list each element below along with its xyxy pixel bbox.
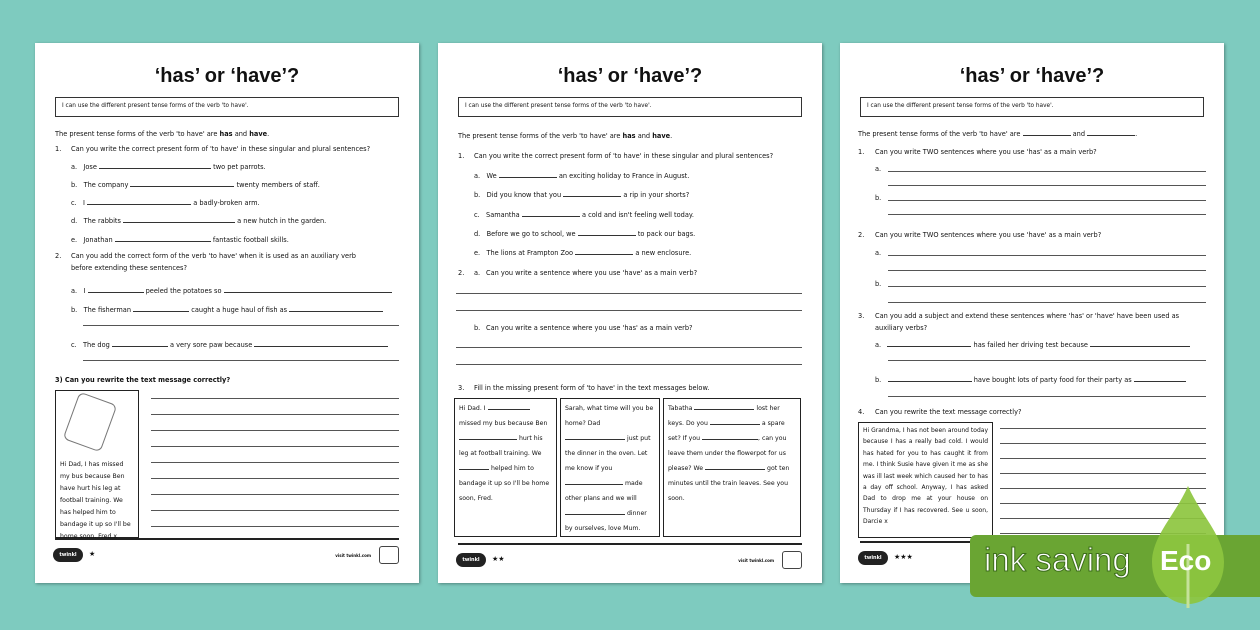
footer-rule xyxy=(55,538,399,540)
q-letter: b. xyxy=(875,194,882,202)
answer-line[interactable] xyxy=(888,360,1206,361)
question-2a: Can you write a sentence where you use 'have' as a main verb? xyxy=(486,269,698,277)
q1-item[interactable]: a. Jose two pet parrots. xyxy=(71,163,266,171)
q1-item[interactable]: b. Did you know that you a rip in your shorts? xyxy=(474,191,690,199)
difficulty-stars: ★ xyxy=(89,550,96,558)
answer-line[interactable] xyxy=(151,446,399,447)
answer-line[interactable] xyxy=(888,185,1206,186)
checked-stamp-icon xyxy=(782,551,802,569)
q2-item-a[interactable]: a. I peeled the potatoes so xyxy=(71,286,392,296)
q1-item[interactable]: a. We an exciting holiday to France in August. xyxy=(474,172,690,180)
q3-item-a[interactable]: a. has failed her driving test because xyxy=(875,340,1190,350)
answer-line[interactable] xyxy=(888,396,1206,397)
answer-line[interactable] xyxy=(83,360,399,361)
answer-line[interactable] xyxy=(888,200,1206,201)
message-box-2[interactable]: Sarah, what time will you be home? Dad just put the dinner in the oven. Let me know if you made other plans and we will dinner by ourselves, love Mum. xyxy=(560,398,660,537)
q1-item[interactable]: e. Jonathan fantastic football skills. xyxy=(71,236,289,244)
answer-line[interactable] xyxy=(888,270,1206,271)
answer-line[interactable] xyxy=(456,310,802,311)
worksheet-page-1 xyxy=(35,43,419,583)
worksheet-page-2 xyxy=(438,43,822,583)
answer-line[interactable] xyxy=(1000,458,1206,459)
answer-line[interactable] xyxy=(151,526,399,527)
q1-item[interactable]: d. The rabbits a new hutch in the garden. xyxy=(71,217,327,225)
question-1: Can you write the correct present form of 'to have' in these singular and plural sentences? xyxy=(474,152,774,160)
ink-saving-label: ink saving xyxy=(984,541,1131,578)
answer-line[interactable] xyxy=(888,302,1206,303)
difficulty-stars: ★★ xyxy=(492,555,505,563)
q3-item-b[interactable]: b. have bought lots of party food for their party as xyxy=(875,375,1186,385)
answer-line[interactable] xyxy=(151,510,399,511)
q-number: 2. xyxy=(55,252,62,260)
q2-item-c[interactable]: c. The dog a very sore paw because xyxy=(71,340,388,350)
question-4: Can you rewrite the text message correctly? xyxy=(875,408,1022,416)
difficulty-stars: ★★★ xyxy=(894,553,913,561)
phone-icon xyxy=(63,392,118,453)
q1-item[interactable]: e. The lions at Frampton Zoo a new enclosure. xyxy=(474,249,692,257)
twinkl-logo: twinkl xyxy=(858,551,888,565)
answer-line[interactable] xyxy=(456,293,802,294)
question-2: Can you write TWO sentences where you use 'have' as a main verb? xyxy=(875,231,1102,239)
answer-line[interactable] xyxy=(1000,473,1206,474)
learning-objective: I can use the different present tense forms of the verb 'to have'. xyxy=(860,97,1204,117)
q-letter: b. xyxy=(875,280,882,288)
question-3: Can you add a subject and extend these sentences where 'has' or 'have' have been used as xyxy=(875,312,1180,320)
visit-link: visit twinkl.com xyxy=(738,558,774,563)
q-number: 3. xyxy=(858,312,865,320)
answer-line[interactable] xyxy=(151,478,399,479)
answer-line[interactable] xyxy=(151,414,399,415)
q-number: 4. xyxy=(858,408,865,416)
footer-rule xyxy=(458,543,802,545)
q-number: 2. xyxy=(858,231,865,239)
answer-line[interactable] xyxy=(1000,428,1206,429)
question-2b: Can you write a sentence where you use 'has' as a main verb? xyxy=(486,324,693,332)
twinkl-logo: twinkl xyxy=(53,548,83,562)
page-title: ‘has’ or ‘have’? xyxy=(959,65,1105,87)
q-letter: b. xyxy=(474,324,481,332)
answer-line[interactable] xyxy=(151,462,399,463)
q-letter: a. xyxy=(474,269,481,277)
question-2: Can you add the correct form of the verb 'to have' when it is used as an auxiliary verb xyxy=(71,252,356,260)
q-letter: a. xyxy=(875,165,882,173)
answer-line[interactable] xyxy=(456,347,802,348)
answer-line[interactable] xyxy=(83,325,399,326)
q1-item[interactable]: c. Samantha a cold and isn't feeling well today. xyxy=(474,211,694,219)
answer-line[interactable] xyxy=(151,430,399,431)
q-number: 1. xyxy=(55,145,62,153)
page-title: ‘has’ or ‘have’? xyxy=(154,65,300,87)
answer-line[interactable] xyxy=(888,255,1206,256)
twinkl-logo: twinkl xyxy=(456,553,486,567)
answer-line[interactable] xyxy=(1000,443,1206,444)
q-letter: a. xyxy=(875,249,882,257)
message-text: Hi Grandma, I has not been around today because I has a really bad cold. I would has hated for you to has caught it from me. I think Susie have given it me as she was ill last week which caused her to has a day off school. Anyway, I has asked Dad to drop me at your house on Thursday if I has recovered. See u soon, Darcie x xyxy=(863,427,988,526)
answer-line[interactable] xyxy=(151,398,399,399)
learning-objective: I can use the different present tense forms of the verb 'to have'. xyxy=(55,97,399,117)
question-3-cont: auxiliary verbs? xyxy=(875,324,928,332)
message-box-1[interactable]: Hi Dad. I missed my bus because Ben hurt his leg at football training. We helped him to bandage it up so I'll be home soon, Fred. xyxy=(454,398,557,537)
answer-line[interactable] xyxy=(456,364,802,365)
answer-line[interactable] xyxy=(888,171,1206,172)
message-box-3[interactable]: Tabatha lost her keys. Do you a spare set? If you , can you leave them under the flowerpot for us please? We got ten minutes until the train leaves. See you soon. xyxy=(663,398,801,537)
learning-objective: I can use the different present tense forms of the verb 'to have'. xyxy=(458,97,802,117)
visit-link: visit twinkl.com xyxy=(335,553,371,558)
question-3: Fill in the missing present form of 'to have' in the text messages below. xyxy=(474,384,710,392)
q-number: 1. xyxy=(858,148,865,156)
intro: The present tense forms of the verb 'to have' are has and have. xyxy=(458,132,673,140)
answer-line[interactable] xyxy=(151,494,399,495)
q1-item[interactable]: d. Before we go to school, we to pack our bags. xyxy=(474,230,696,238)
intro[interactable]: The present tense forms of the verb 'to have' are and . xyxy=(858,130,1138,138)
question-3: 3) Can you rewrite the text message correctly? xyxy=(55,376,231,384)
q-number: 1. xyxy=(458,152,465,160)
q1-item[interactable]: b. The company twenty members of staff. xyxy=(71,181,320,189)
intro: The present tense forms of the verb 'to have' are has and have. xyxy=(55,130,270,138)
question-1: Can you write the correct present form of 'to have' in these singular and plural sentences? xyxy=(71,145,371,153)
q-number: 3. xyxy=(458,384,465,392)
q2-item-b[interactable]: b. The fisherman caught a huge haul of fish as xyxy=(71,305,383,315)
answer-line[interactable] xyxy=(888,214,1206,215)
text-message-box xyxy=(55,390,139,538)
page-title: ‘has’ or ‘have’? xyxy=(557,65,703,87)
message-text: Hi Dad, I has missed my bus because Ben have hurt his leg at football training. We has helped him to bandage it up so I'll be home soon, Fred x xyxy=(60,461,131,540)
checked-stamp-icon xyxy=(379,546,399,564)
q1-item[interactable]: c. I a badly-broken arm. xyxy=(71,199,260,207)
question-2-cont: before extending these sentences? xyxy=(71,264,187,272)
text-message-box xyxy=(858,422,993,538)
question-1: Can you write TWO sentences where you use 'has' as a main verb? xyxy=(875,148,1097,156)
eco-label: Eco xyxy=(1160,545,1212,576)
q-number: 2. xyxy=(458,269,465,277)
answer-line[interactable] xyxy=(888,286,1206,287)
